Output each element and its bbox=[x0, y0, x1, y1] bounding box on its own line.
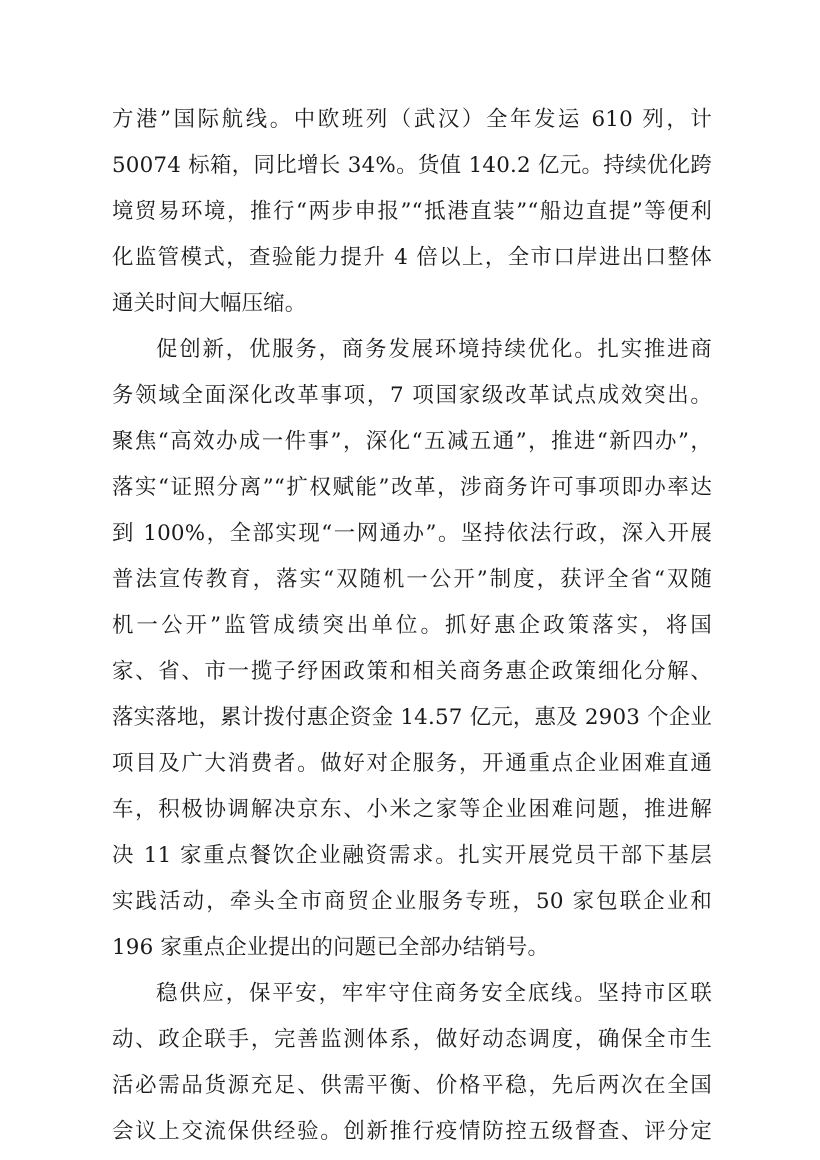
text-line: 活必需品货源充足、供需平衡、价格平稳，先后两次在全国 bbox=[112, 1073, 712, 1098]
text-line: 家、省、市一揽子纾困政策和相关商务惠企政策细化分解、 bbox=[112, 659, 712, 684]
text-line: 会议上交流保供经验。创新推行疫情防控五级督查、评分定 bbox=[112, 1119, 712, 1144]
text-line: 到 100%，全部实现“一网通办”。坚持依法行政，深入开展 bbox=[112, 521, 712, 546]
text-line: 普法宣传教育，落实“双随机一公开”制度，获评全省“双随 bbox=[112, 567, 712, 592]
text-line: 境贸易环境，推行“两步申报”“抵港直装”“船边直提”等便利 bbox=[112, 199, 712, 224]
text-line: 聚焦“高效办成一件事”，深化“五减五通”，推进“新四办”， bbox=[112, 429, 712, 454]
paragraph-first-line: 稳供应，保平安，牢牢守住商务安全底线。坚持市区联 bbox=[156, 981, 712, 1006]
text-line: 项目及广大消费者。做好对企服务，开通重点企业困难直通 bbox=[112, 751, 712, 776]
text-line: 50074 标箱，同比增长 34%。货值 140.2 亿元。持续优化跨 bbox=[112, 153, 712, 178]
text-line: 决 11 家重点餐饮企业融资需求。扎实开展党员干部下基层 bbox=[112, 843, 712, 868]
text-line: 通关时间大幅压缩。 bbox=[112, 291, 307, 316]
text-line: 方港”国际航线。中欧班列（武汉）全年发运 610 列，计 bbox=[112, 107, 712, 132]
text-line: 落实落地，累计拨付惠企资金 14.57 亿元，惠及 2903 个企业 bbox=[112, 705, 712, 730]
text-line: 实践活动，牵头全市商贸企业服务专班，50 家包联企业和 bbox=[112, 889, 712, 914]
paragraph-first-line: 促创新，优服务，商务发展环境持续优化。扎实推进商 bbox=[156, 337, 712, 362]
text-line: 机一公开”监管成绩突出单位。抓好惠企政策落实，将国 bbox=[112, 613, 712, 638]
text-line: 落实“证照分离”“扩权赋能”改革，涉商务许可事项即办率达 bbox=[112, 475, 712, 500]
text-line: 车，积极协调解决京东、小米之家等企业困难问题，推进解 bbox=[112, 797, 712, 822]
text-line: 务领域全面深化改革事项，7 项国家级改革试点成效突出。 bbox=[112, 383, 712, 408]
text-line: 196 家重点企业提出的问题已全部办结销号。 bbox=[112, 935, 550, 960]
text-line: 化监管模式，查验能力提升 4 倍以上，全市口岸进出口整体 bbox=[112, 245, 712, 270]
text-line: 动、政企联手，完善监测体系，做好动态调度，确保全市生 bbox=[112, 1027, 712, 1052]
